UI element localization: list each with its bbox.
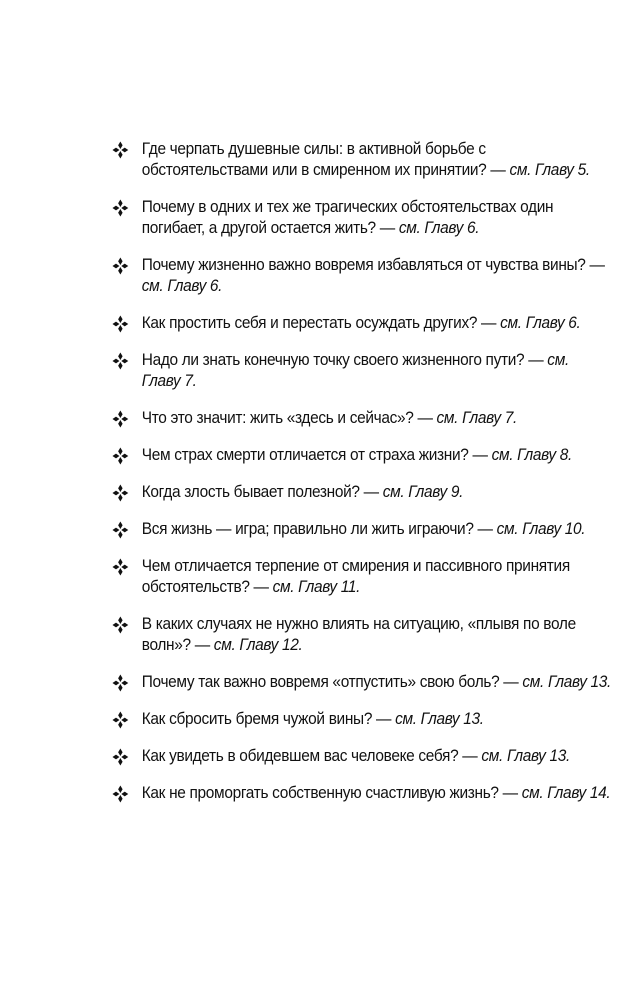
four-diamond-bullet-icon: [112, 141, 129, 159]
four-diamond-bullet-icon: [112, 616, 129, 634]
list-item: [112, 555, 611, 597]
list-item: [112, 745, 611, 766]
chapter-reference: см. Главу 13.: [481, 746, 571, 765]
chapter-reference: см. Главу 13.: [522, 672, 612, 691]
list-item: [112, 254, 611, 296]
list-item: [112, 138, 611, 180]
list-item: [112, 671, 611, 692]
question-text: Где черпать душевные силы: в активной борьбе с обстоятельствами или в смиренном их принятии? —: [141, 139, 510, 179]
chapter-reference: см. Главу 10.: [496, 519, 586, 538]
list-item: [112, 312, 611, 333]
question-text: Надо ли знать конечную точку своего жизненного пути? —: [141, 350, 548, 369]
question-text: Как не проморгать собственную счастливую жизнь? —: [141, 783, 522, 802]
four-diamond-bullet-icon: [112, 785, 129, 803]
question-text: Почему так важно вовремя «отпустить» свою боль? —: [141, 672, 523, 691]
list-item: [112, 518, 611, 539]
question-text: Как увидеть в обидевшем вас человеке себя? —: [141, 746, 482, 765]
four-diamond-bullet-icon: [112, 711, 129, 729]
four-diamond-bullet-icon: [112, 748, 129, 766]
question-text: Как простить себя и перестать осуждать других? —: [141, 313, 501, 332]
four-diamond-bullet-icon: [112, 199, 129, 217]
chapter-reference: см. Главу 9.: [382, 482, 464, 501]
question-text: Как сбросить бремя чужой вины? —: [141, 709, 396, 728]
list-item: [112, 481, 611, 502]
chapter-reference: см. Главу 7.: [436, 408, 517, 427]
question-text: Чем отличается терпение от смирения и пассивного принятия обстоятельств? —: [141, 556, 570, 596]
question-text: В каких случаях не нужно влиять на ситуацию, «плывя по воле волн»? —: [141, 614, 576, 654]
four-diamond-bullet-icon: [112, 315, 129, 333]
chapter-reference: см. Главу 14.: [521, 783, 611, 802]
chapter-reference: см. Главу 6.: [500, 313, 581, 332]
list-item: [112, 407, 611, 428]
chapter-reference: см. Главу 13.: [395, 709, 484, 728]
four-diamond-bullet-icon: [112, 558, 129, 576]
four-diamond-bullet-icon: [112, 484, 129, 502]
chapter-reference: см. Главу 11.: [272, 577, 361, 596]
four-diamond-bullet-icon: [112, 521, 129, 539]
list-item: [112, 613, 611, 655]
chapter-reference: см. Главу 6.: [398, 218, 480, 237]
chapter-reference: см. Главу 6.: [141, 276, 223, 295]
list-item: [112, 349, 611, 391]
list-item: [112, 708, 611, 729]
question-text: Что это значит: жить «здесь и сейчас»? —: [141, 408, 437, 427]
four-diamond-bullet-icon: [112, 257, 129, 275]
question-text: Когда злость бывает полезной? —: [141, 482, 383, 501]
four-diamond-bullet-icon: [112, 410, 129, 428]
four-diamond-bullet-icon: [112, 447, 129, 465]
question-text: Почему в одних и тех же трагических обстоятельствах один погибает, а другой остается жить? —: [141, 197, 554, 237]
chapter-reference: см. Главу 5.: [509, 160, 590, 179]
chapter-reference: см. Главу 12.: [213, 635, 303, 654]
chapter-reference: см. Главу 8.: [491, 445, 572, 464]
question-list: [112, 138, 612, 819]
list-item: [112, 782, 611, 803]
four-diamond-bullet-icon: [112, 352, 129, 370]
question-text: Вся жизнь — игра; правильно ли жить играючи? —: [141, 519, 497, 538]
question-text: Почему жизненно важно вовремя избавляться от чувства вины? —: [141, 255, 605, 274]
question-text: Чем страх смерти отличается от страха жизни? —: [141, 445, 492, 464]
four-diamond-bullet-icon: [112, 674, 129, 692]
list-item: [112, 196, 611, 238]
list-item: [112, 444, 611, 465]
chapter-reference: см. Главу 7.: [141, 350, 569, 390]
